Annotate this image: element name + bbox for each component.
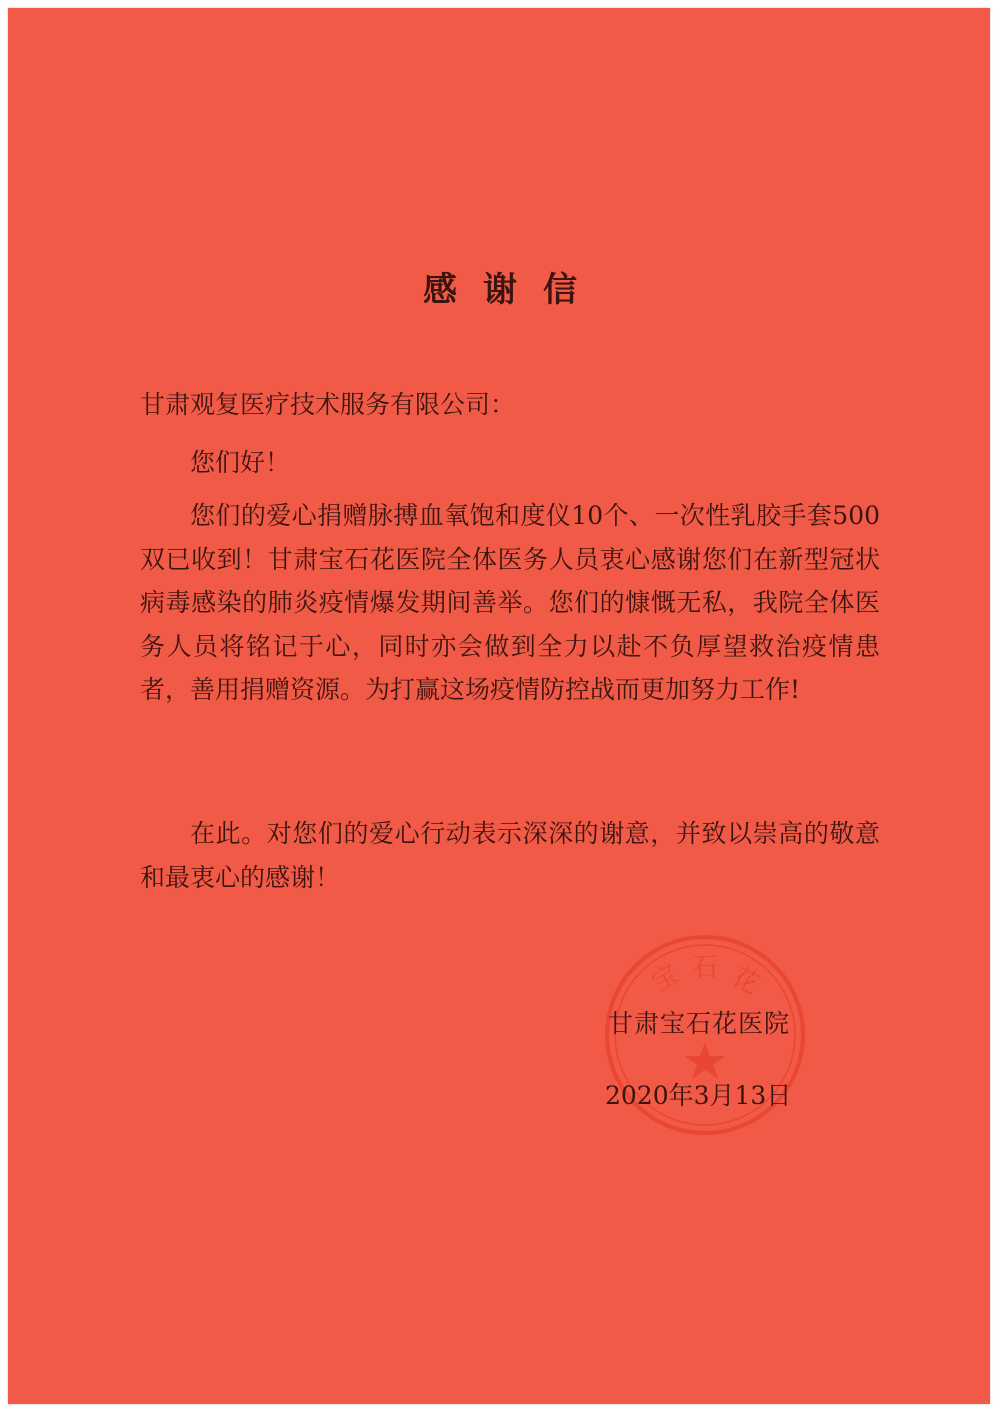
letter-recipient: 甘肃观复医疗技术服务有限公司： xyxy=(140,390,516,419)
letter-body-paragraph: 您们的爱心捐赠脉搏血氧饱和度仪10个、一次性乳胶手套500双已收到！甘肃宝石花医院全体医务人员衷心感谢您们在新型冠状病毒感染的肺炎疫情爆发期间善举。您们的慷慨无私，我院全体医务人员将铭记于心，同时亦会做到全力以赴不负厚望救治疫情患者，善用捐赠资源。为打赢这场疫情防控战而更加努力工作! xyxy=(140,501,880,704)
svg-text:石: 石 xyxy=(692,953,719,983)
letter-signer: 甘肃宝石花医院 xyxy=(608,1009,791,1038)
letter-title: 感谢信 xyxy=(423,270,603,310)
svg-text:花: 花 xyxy=(726,961,764,1001)
svg-text:宝: 宝 xyxy=(646,959,685,999)
letter-closing-paragraph: 在此。对您们的爱心行动表示深深的谢意，并致以崇高的敬意和最衷心的感谢！ xyxy=(140,819,880,892)
letter-date: 2020年3月13日 xyxy=(605,1081,792,1110)
letter-greeting: 您们好！ xyxy=(190,448,291,477)
